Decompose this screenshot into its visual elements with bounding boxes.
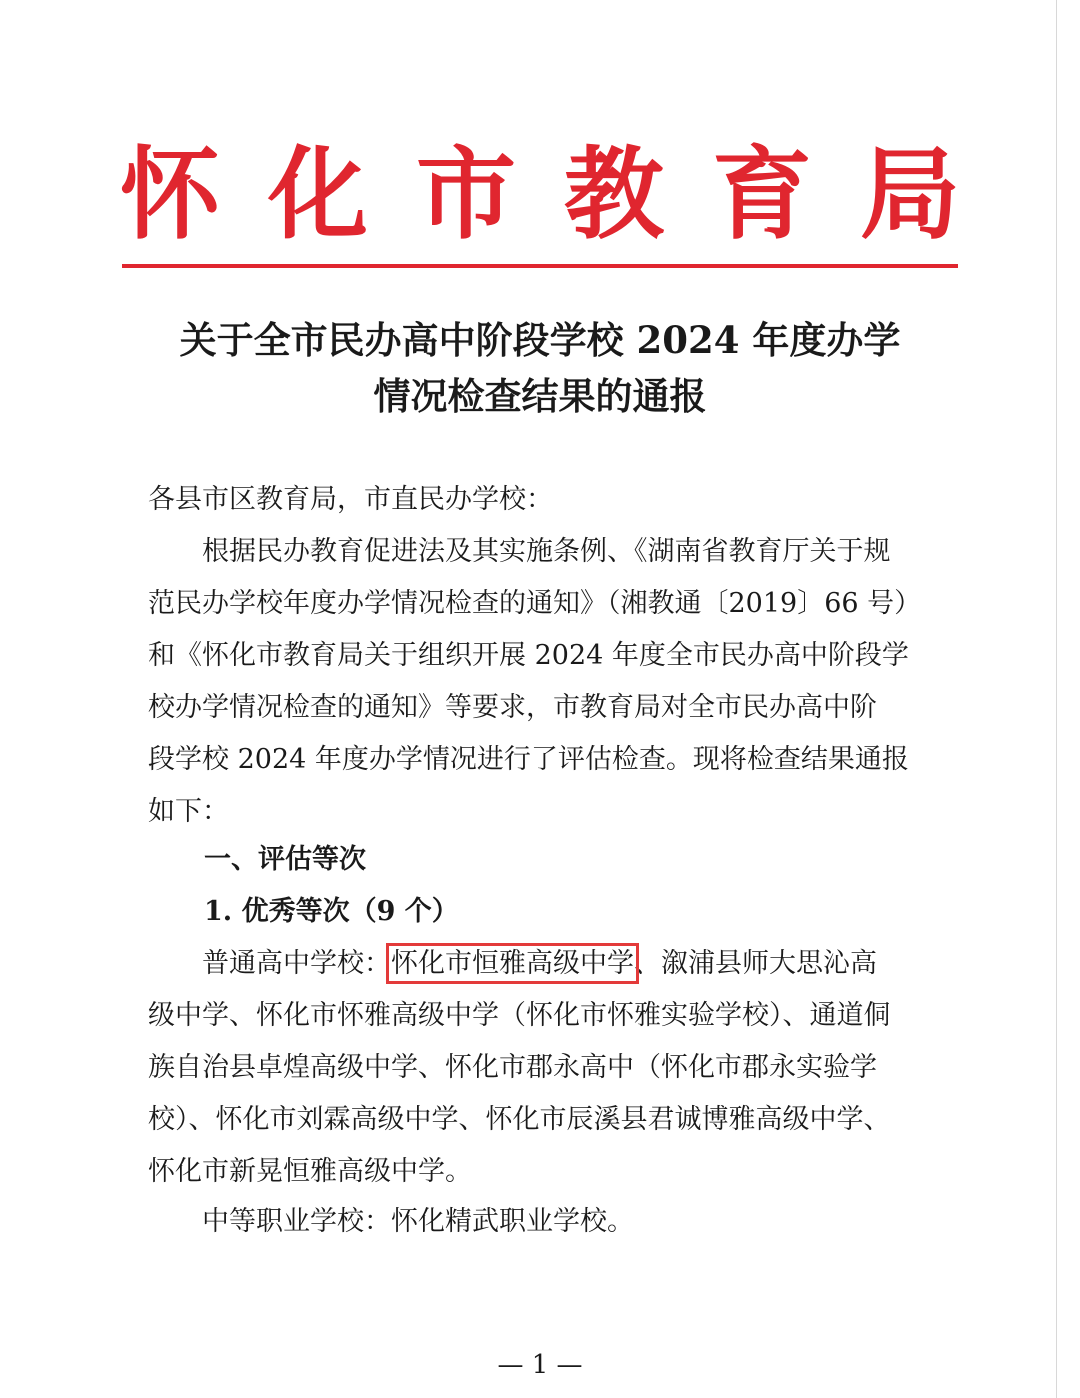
header-char: 化 — [268, 136, 368, 253]
vocational-school-line: 中等职业学校：怀化精武职业学校。 — [148, 1206, 634, 1237]
paragraph-line: 校办学情况检查的通知》等要求，市教育局对全市民办高中阶 — [148, 692, 877, 723]
page-number: — 1 — — [497, 1350, 583, 1380]
document-title — [100, 312, 980, 424]
issuing-authority-header — [120, 136, 960, 253]
title-line-2: 情况检查结果的通报 — [373, 374, 707, 418]
red-separator-line — [122, 264, 958, 268]
paragraph-line: 如下： — [148, 796, 229, 827]
subsection-heading: 1. 优秀等次（9 个） — [204, 896, 459, 927]
paragraph-line — [148, 938, 923, 990]
highlighted-school: 怀化市恒雅高级中学 — [391, 948, 634, 979]
header-char: 教 — [564, 136, 664, 253]
high-school-list — [148, 938, 923, 1198]
category-label: 普通高中学校： — [148, 948, 391, 979]
scan-edge-line — [1056, 0, 1057, 1398]
paragraph-line: 怀化市新晃恒雅高级中学。 — [148, 1156, 472, 1187]
line-rest: 、溆浦县师大思沁高 — [634, 948, 877, 979]
header-char: 市 — [416, 136, 516, 253]
section-heading: 一、评估等次 — [204, 844, 366, 875]
header-char: 局 — [860, 136, 960, 253]
paragraph-line: 校）、怀化市刘霖高级中学、怀化市辰溪县君诚博雅高级中学、 — [148, 1104, 891, 1135]
header-char: 育 — [712, 136, 812, 253]
header-char: 怀 — [120, 136, 220, 253]
paragraph-line: 和《怀化市教育局关于组织开展 2024 年度全市民办高中阶段学 — [148, 640, 909, 671]
paragraph-line: 级中学、怀化市怀雅高级中学（怀化市怀雅实验学校）、通道侗 — [148, 1000, 891, 1031]
paragraph-line: 范民办学校年度办学情况检查的通知》（湘教通〔2019〕66 号） — [148, 588, 922, 619]
greeting: 各县市区教育局，市直民办学校： — [148, 484, 553, 515]
title-line-1: 关于全市民办高中阶段学校 2024 年度办学 — [179, 318, 901, 362]
paragraph-line: 段学校 2024 年度办学情况进行了评估检查。现将检查结果通报 — [148, 744, 909, 775]
paragraph-line: 族自治县卓煌高级中学、怀化市郡永高中（怀化市郡永实验学 — [148, 1052, 877, 1083]
paragraph-line: 根据民办教育促进法及其实施条例、《湖南省教育厅关于规 — [148, 536, 891, 567]
intro-paragraph — [148, 526, 923, 838]
